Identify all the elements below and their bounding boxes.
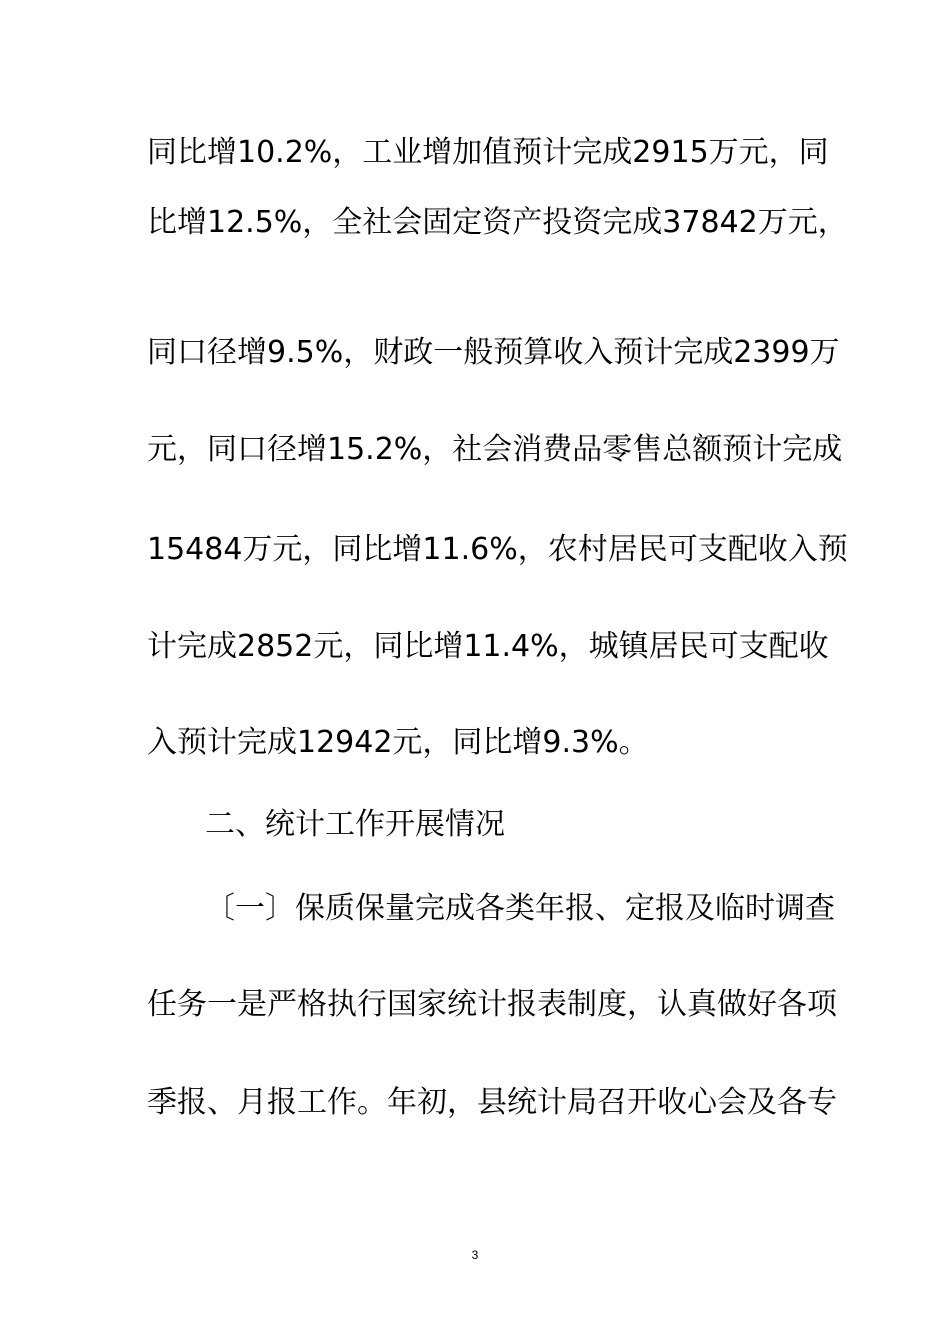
section-heading: 二、统计工作开展情况	[205, 807, 505, 842]
body-line-5: 15484万元，同比增11.6%，农村居民可支配收入预	[147, 532, 848, 567]
body-line-1: 同比增10.2%，工业增加值预计完成2915万元，同	[147, 135, 829, 170]
subsection-line-1: 〔一〕保质保量完成各类年报、定报及临时调查	[205, 891, 835, 926]
body-line-4: 元，同口径增15.2%，社会消费品零售总额预计完成	[147, 432, 843, 467]
page-number: 3	[471, 1248, 479, 1262]
body-line-9: 季报、月报工作。年初，县统计局召开收心会及各专	[147, 1085, 837, 1120]
body-line-6: 计完成2852元，同比增11.4%，城镇居民可支配收	[147, 629, 829, 664]
body-line-2: 比增12.5%，全社会固定资产投资完成37842万元，	[147, 205, 848, 240]
body-line-8: 任务一是严格执行国家统计报表制度，认真做好各项	[147, 987, 837, 1022]
body-line-3: 同口径增9.5%，财政一般预算收入预计完成2399万	[147, 335, 840, 370]
body-line-7: 入预计完成12942元，同比增9.3%。	[147, 725, 649, 760]
